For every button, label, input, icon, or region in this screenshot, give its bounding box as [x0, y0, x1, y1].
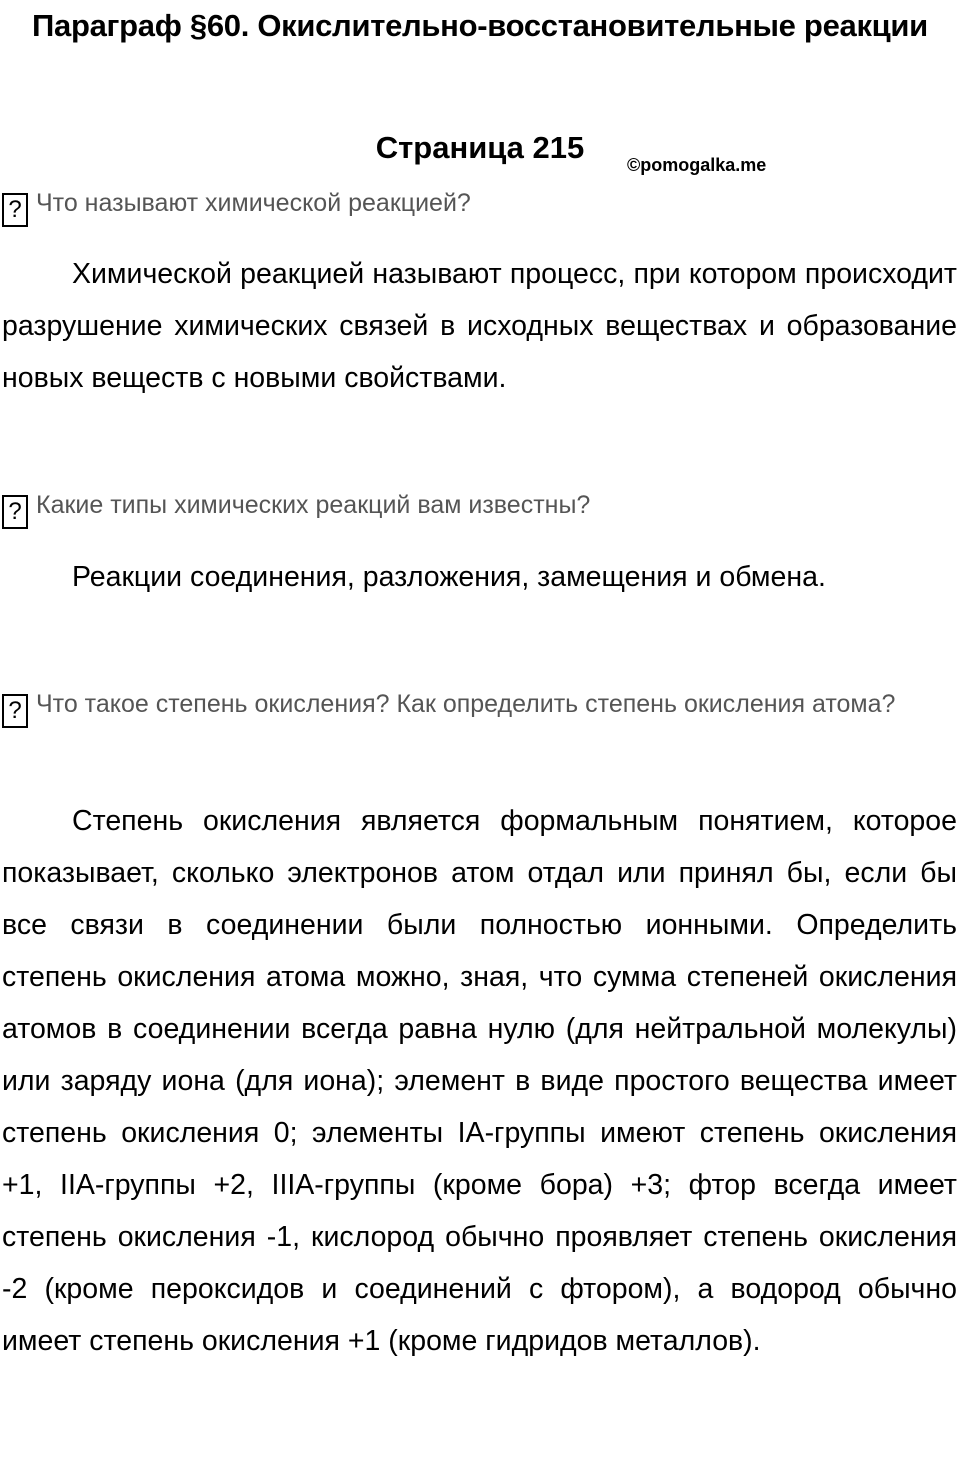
question-1-text: Что называют химической реакцией?	[36, 189, 471, 217]
question-2-text: Какие типы химических реакций вам известны?	[36, 491, 591, 519]
answer-3: Степень окисления является формальным понятием, которое показывает, сколько электронов атом отдал или принял бы, если бы все связи в соединении были полностью ионными. Определить степень окисления атома можно, зная, что сумма степеней окисления атомов в соединении всегда равна нулю (для нейтральной молекулы) или заряду иона (для иона); элемент в виде простого вещества имеет степень окисления 0; элементы IA-группы имеют степень окисления +1, IIA-группы +2, IIIA-группы (кроме бора) +3; фтор всегда имеет степень окисления -1, кислород обычно проявляет степень окисления -2 (кроме пероксидов и соединений с фтором), а водород обычно имеет степень окисления +1 (кроме гидридов металлов).	[2, 805, 957, 1357]
question-2	[2, 483, 957, 529]
page-title: Параграф §60. Окислительно-восстановительные реакции	[32, 8, 928, 43]
answer-2: Реакции соединения, разложения, замещения и обмена.	[72, 561, 826, 593]
question-3-text: Что такое степень окисления? Как определить степень окисления атома?	[36, 690, 896, 718]
question-1	[2, 181, 957, 227]
watermark: ©pomogalka.me	[627, 155, 767, 175]
question-box-icon: ?	[2, 495, 28, 529]
answer-1: Химической реакцией называют процесс, при котором происходит разрушение химических связей в исходных веществах и образование новых веществ с новыми свойствами.	[2, 258, 957, 394]
question-box-icon: ?	[2, 694, 28, 728]
page-number-heading: Страница 215	[375, 130, 585, 165]
question-box-icon: ?	[2, 193, 28, 227]
question-3	[2, 682, 957, 728]
